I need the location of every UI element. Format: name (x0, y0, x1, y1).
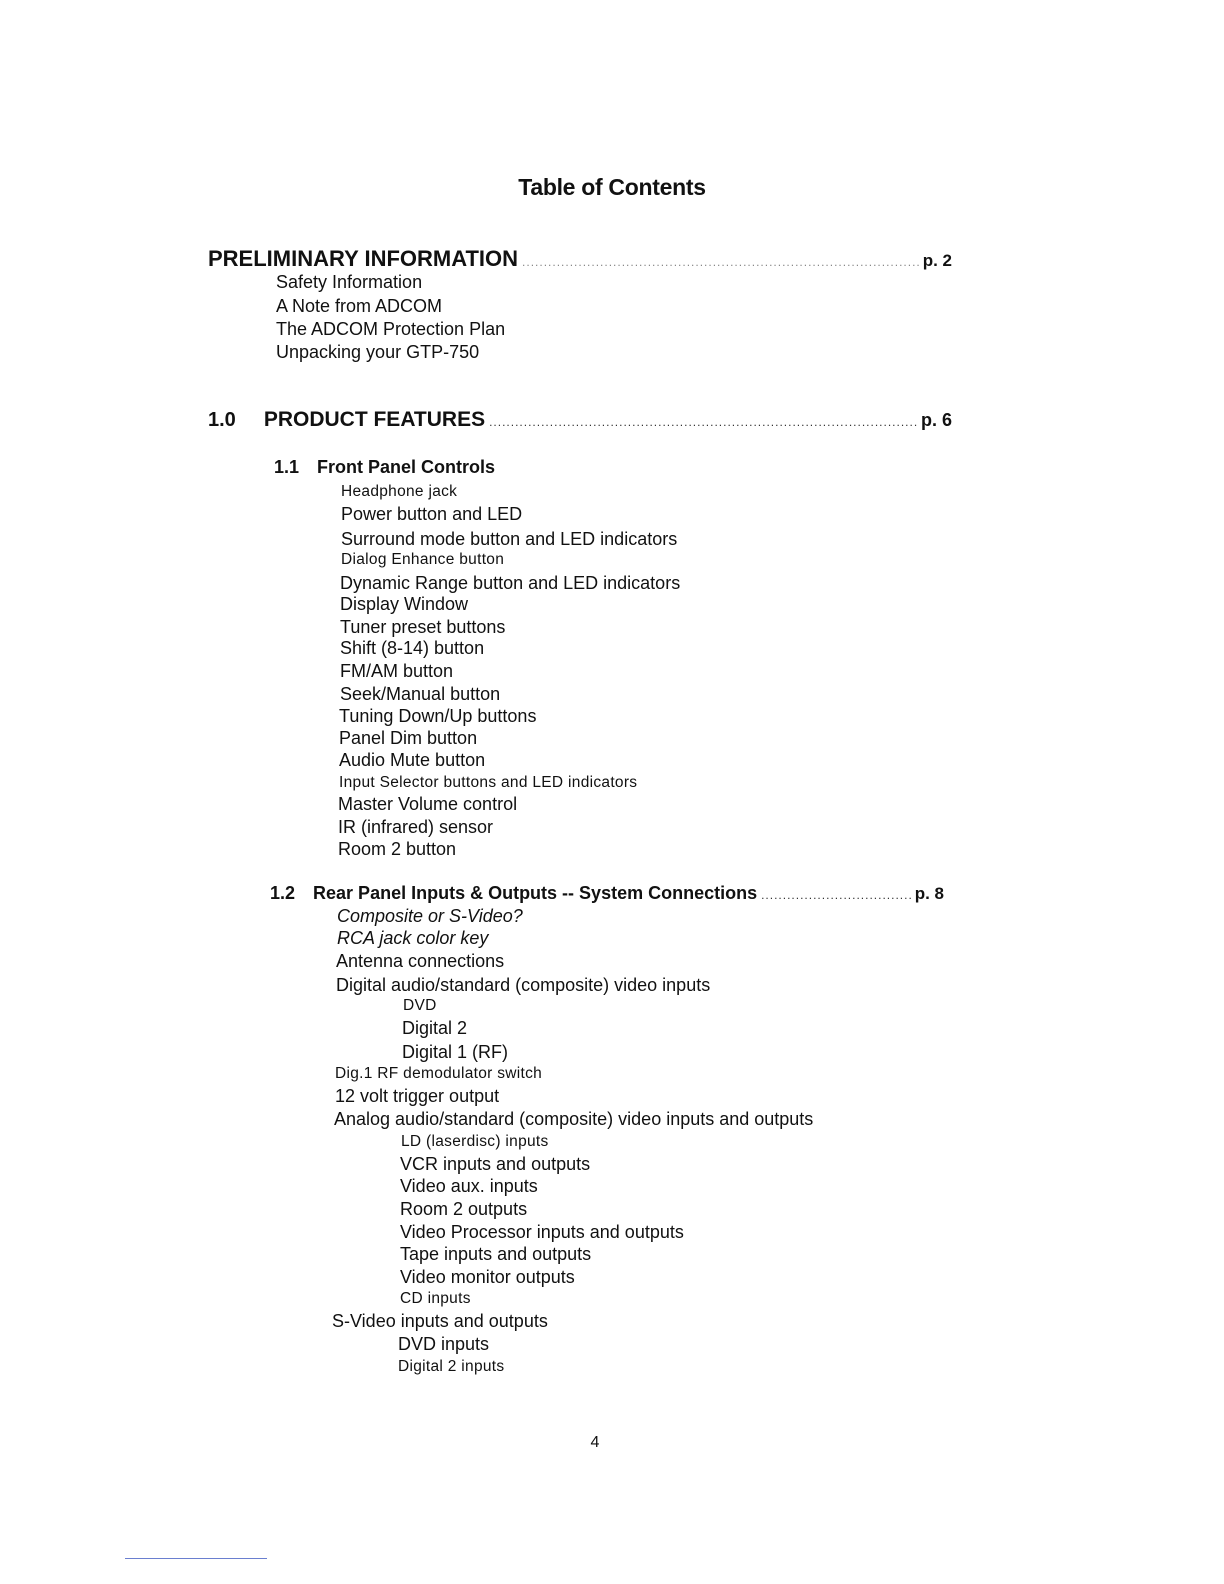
toc-item: Video Processor inputs and outputs (400, 1222, 684, 1242)
toc-item: Shift (8-14) button (340, 638, 485, 658)
toc-page-product-features: p. 6 (920, 410, 952, 430)
toc-item: Seek/Manual button (340, 684, 501, 704)
toc-item: Analog audio/standard (composite) video inputs and outputs (334, 1109, 814, 1129)
toc-item: Digital 2 (402, 1018, 468, 1038)
toc-item: CD inputs (400, 1290, 471, 1307)
toc-item: Power button and LED (341, 504, 523, 524)
toc-leader-dots (761, 888, 911, 902)
toc-heading-product-features-label: PRODUCT FEATURES (263, 408, 486, 431)
toc-item: Tuner preset buttons (340, 617, 506, 637)
toc-subheading-front-panel (274, 457, 495, 478)
toc-item: Composite or S-Video? (337, 906, 523, 926)
toc-item: Tuning Down/Up buttons (339, 706, 537, 726)
toc-item: Unpacking your GTP-750 (276, 342, 480, 362)
toc-item: Dig.1 RF demodulator switch (335, 1065, 543, 1082)
toc-item: Dialog Enhance button (341, 551, 505, 568)
toc-item: Antenna connections (336, 951, 505, 971)
toc-subheading-number: 1.2 (270, 883, 296, 903)
toc-subheading-number: 1.1 (274, 457, 300, 477)
toc-subheading-rear-panel (270, 883, 944, 904)
toc-leader-dots (522, 255, 919, 269)
toc-subheading-rear-panel-label: Rear Panel Inputs & Outputs -- System Connections (313, 883, 758, 903)
toc-subheading-front-panel-label: Front Panel Controls (317, 457, 496, 477)
toc-item: Master Volume control (338, 794, 518, 814)
toc-item: Video monitor outputs (400, 1267, 575, 1287)
toc-heading-preliminary (208, 246, 952, 272)
toc-item: Digital audio/standard (composite) video inputs (336, 975, 711, 995)
toc-item: Safety Information (276, 272, 423, 292)
toc-item: DVD (403, 997, 437, 1014)
toc-item: FM/AM button (340, 661, 454, 681)
toc-item: S-Video inputs and outputs (332, 1311, 548, 1331)
toc-item: VCR inputs and outputs (400, 1154, 591, 1174)
toc-item: A Note from ADCOM (276, 296, 443, 316)
toc-item: Digital 2 inputs (398, 1358, 505, 1375)
toc-heading-product-features (208, 408, 952, 432)
toc-item: Tape inputs and outputs (400, 1244, 592, 1264)
toc-item: Audio Mute button (339, 750, 486, 770)
toc-heading-number: 1.0 (208, 409, 236, 431)
page-title: Table of Contents (518, 174, 706, 200)
toc-item: The ADCOM Protection Plan (276, 319, 506, 339)
toc-item: LD (laserdisc) inputs (401, 1133, 549, 1150)
toc-leader-dots (489, 415, 917, 429)
toc-item: Input Selector buttons and LED indicators (339, 774, 638, 791)
toc-page-preliminary: p. 2 (922, 251, 952, 270)
toc-heading-preliminary-label: PRELIMINARY INFORMATION (208, 246, 519, 271)
toc-item: Panel Dim button (339, 728, 478, 748)
toc-item: Video aux. inputs (400, 1176, 538, 1196)
toc-item: Display Window (340, 594, 469, 614)
toc-item: 12 volt trigger output (335, 1086, 500, 1106)
toc-item: Room 2 outputs (400, 1199, 528, 1219)
toc-item: IR (infrared) sensor (338, 817, 494, 837)
page-number: 4 (590, 1434, 600, 1451)
bottom-rule (125, 1558, 267, 1559)
toc-item: Headphone jack (341, 483, 458, 500)
toc-item: Dynamic Range button and LED indicators (340, 573, 681, 593)
toc-item: DVD inputs (398, 1334, 490, 1354)
toc-item: Room 2 button (338, 839, 457, 859)
toc-item: Surround mode button and LED indicators (341, 529, 678, 549)
toc-item: RCA jack color key (337, 928, 489, 948)
toc-item: Digital 1 (RF) (402, 1042, 509, 1062)
toc-page-rear-panel: p. 8 (914, 884, 944, 903)
